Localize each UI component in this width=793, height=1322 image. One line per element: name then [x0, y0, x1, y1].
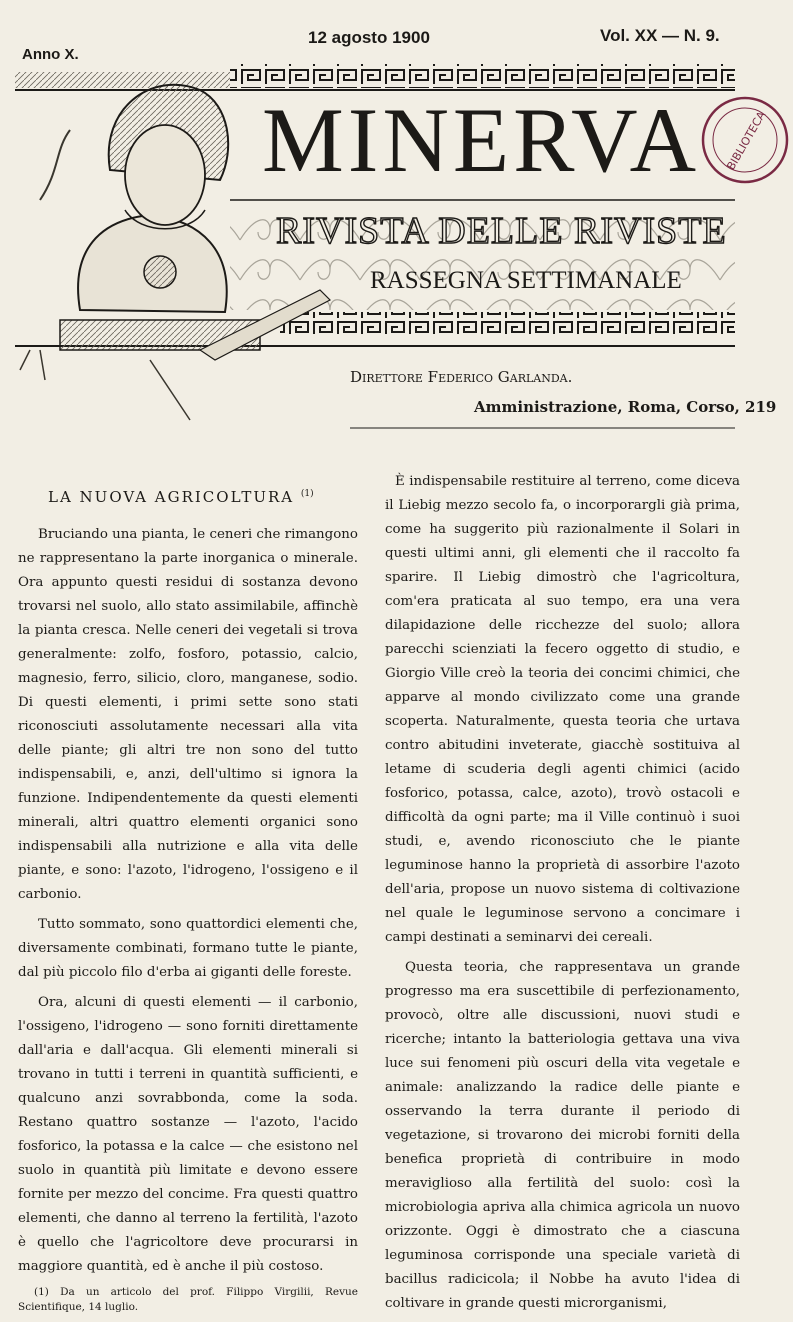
library-stamp [703, 98, 787, 182]
bottom-ornament-band [280, 312, 735, 334]
masthead [0, 50, 793, 440]
volume-number: Vol. XX — N. 9. [600, 26, 720, 45]
paragraph: Questa teoria, che rappresentava un grande progresso ma era suscettibile di perfezionamento, provocò, oltre alle discussioni, nuovi studi e ricerche; intanto la batteriologia gettava una viva luce sui fenomeni più oscuri della vita vegetale e animale: analizzando la radice delle piante e osservando la terra durante il periodo di vegetazione, si trovarono dei microbi forniti della benefica proprietà di contribuire in modo meraviglioso alla fertilità del suolo: così la microbiologia apriva alla chimica agricola un nuovo orizzonte. Oggi è dimostrato che a ciascuna leguminosa corrisponde una speciale varietà di bacillus radicicola; il Nobbe ha avuto l'idea di coltivare in grande questi microrganismi, [385, 960, 740, 1311]
magazine-tagline: RASSEGNA SETTIMANALE [370, 267, 682, 294]
magazine-title: MINERVA [262, 89, 701, 191]
paragraph: Bruciando una pianta, le ceneri che rimangono ne rappresentano la parte inorganica o minerale. Ora appunto questi residui di sostanza devono trovarsi nel suolo, allo stato assimilabile, affinchè la pianta cresca. Nelle ceneri dei vegetali si trova generalmente: zolfo, fosforo, potassio, calcio, magnesio, ferro, silicio, cloro, manganese, sodio. Di questi elementi, i primi sette sono stati riconosciuti assolutamente necessari alla vita delle piante; gli altri tre non sono del tutto indispensabili, e, anzi, dell'ultimo si ignora la funzione. Indipendentemente da questi elementi minerali, altri quattro elementi organici sono indispensabili alla nutrizione e alla vita delle piante, e sono: l'azoto, l'idrogeno, l'ossigeno e il carbonio. [18, 527, 358, 902]
stamp-label: BIBLIOTECA [724, 109, 769, 173]
issue-year: Anno X. [22, 46, 79, 63]
article-left-column [18, 470, 358, 1321]
administration-address: Amministrazione, Roma, Corso, 219 [474, 398, 777, 416]
director-credit: Direttore Federico Garlanda. [350, 368, 573, 386]
footnote-marker: (1) [300, 489, 314, 499]
paragraph: È indispensabile restituire al terreno, come diceva il Liebig mezzo secolo fa, o incorporargli già prima, come ha suggerito più razionalmente il Solari in questi ultimi anni, gli elementi che il raccolto fa sparire. Il Liebig dimostrò che l'agricoltura, com'era praticata al suo tempo, era una vera dilapidazione delle ricchezze del suolo; allora parecchi scienziati la fecero oggetto di studio, e Giorgio Ville creò la teoria dei concimi chimici, che apparve al mondo civilizzato come una grande scoperta. Naturalmente, questa teoria che urtava contro abitudini inveterate, giacchè sostituiva al letame di scuderia degli agenti chimici (acido fosforico, potassa, calce, azoto), trovò ostacoli e difficoltà da ogni parte; ma il Ville continuò i suoi studi, e, avendo riconosciuto che le piante leguminose hanno la proprietà di assorbire l'azoto dell'aria, propose un nuovo sistema di coltivazione nel quale le leguminose servono a concimare i campi destinati a seminarvi dei cereali. [385, 474, 740, 945]
article-title-text: LA NUOVA AGRICOLTURA [48, 488, 295, 506]
top-ornament-band [230, 64, 735, 88]
paragraph: Tutto sommato, sono quattordici elementi che, diversamente combinati, formano tutte le piante, dal più piccolo filo d'erba ai giganti delle foreste. [18, 917, 358, 980]
article-title [48, 482, 358, 509]
magazine-subtitle: RIVISTA DELLE RIVISTE [276, 210, 727, 252]
footnote: (1) Da un articolo del prof. Filippo Virgilii, Revue Scientifique, 14 luglio. [18, 1286, 358, 1313]
article-right-column [385, 470, 740, 1322]
paragraph: Ora, alcuni di questi elementi — il carbonio, l'ossigeno, l'idrogeno — sono forniti direttamente dall'aria e dall'acqua. Gli elementi minerali si trovano in tutti i terreni in quantità sufficienti, e qualcuno anzi sovrabbonda, come la soda. Restano quattro sostanze — l'azoto, l'acido fosforico, la potassa e la calce — che esistono nel suolo in quantità più limitate e devono essere fornite per mezzo del concime. Fra questi quattro elementi, che danno al terreno la fertilità, l'azoto è quello che l'agricoltore deve procurarsi in maggiore quantità, ed è anche il più costoso. [18, 995, 358, 1274]
issue-date: 12 agosto 1900 [308, 28, 430, 47]
